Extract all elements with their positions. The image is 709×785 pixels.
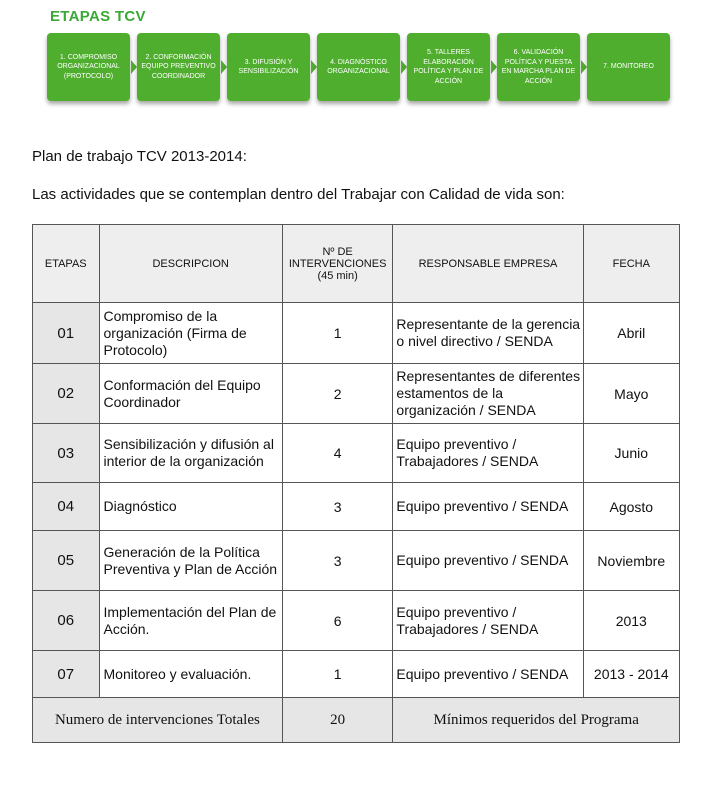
resp-cell: Equipo preventivo / SENDA — [393, 483, 583, 531]
fecha-cell: Noviembre — [583, 531, 679, 591]
stage-step-6: 6. VALIDACIÓN POLÍTICA Y PUESTA EN MARCHA PLAN DE ACCIÓN — [497, 33, 580, 101]
minimum-note: Mínimos requeridos del Programa — [393, 698, 680, 743]
table-row — [33, 303, 680, 364]
stage-step-7: 7. MONITOREO — [587, 33, 670, 101]
int-cell: 6 — [282, 591, 393, 651]
stages-flow — [47, 33, 670, 101]
fecha-cell: Agosto — [583, 483, 679, 531]
int-cell: 3 — [282, 531, 393, 591]
table-row — [33, 531, 680, 591]
fecha-cell: Abril — [583, 303, 679, 364]
fecha-cell: Junio — [583, 424, 679, 483]
desc-cell: Monitoreo y evaluación. — [99, 651, 282, 698]
intro-paragraph: Las actividades que se contemplan dentro del Trabajar con Calidad de vida son: — [32, 186, 565, 203]
stage-step-2: 2. CONFORMACIÓN EQUIPO PREVENTIVO COORDINADOR — [137, 33, 220, 101]
fecha-cell: 2013 - 2014 — [583, 651, 679, 698]
etapa-cell: 06 — [33, 591, 100, 651]
resp-cell: Representantes de diferentes estamentos de la organización / SENDA — [393, 364, 583, 424]
fecha-cell: 2013 — [583, 591, 679, 651]
int-cell: 1 — [282, 651, 393, 698]
resp-cell: Equipo preventivo / SENDA — [393, 651, 583, 698]
table-row — [33, 651, 680, 698]
resp-cell: Equipo preventivo / SENDA — [393, 531, 583, 591]
etapa-cell: 05 — [33, 531, 100, 591]
table-footer-row — [33, 698, 680, 743]
header-descripcion: DESCRIPCION — [99, 225, 282, 303]
desc-cell: Generación de la Política Preventiva y Plan de Acción — [99, 531, 282, 591]
int-cell: 1 — [282, 303, 393, 364]
table-row — [33, 364, 680, 424]
header-intervenciones: Nº DE INTERVENCIONES (45 min) — [282, 225, 393, 303]
total-label: Numero de intervenciones Totales — [33, 698, 283, 743]
desc-cell: Diagnóstico — [99, 483, 282, 531]
int-cell: 2 — [282, 364, 393, 424]
resp-cell: Equipo preventivo / Trabajadores / SENDA — [393, 424, 583, 483]
table-row — [33, 483, 680, 531]
int-cell: 3 — [282, 483, 393, 531]
resp-cell: Representante de la gerencia o nivel directivo / SENDA — [393, 303, 583, 364]
table-row — [33, 591, 680, 651]
etapa-cell: 07 — [33, 651, 100, 698]
stage-step-3: 3. DIFUSIÓN Y SENSIBILIZACIÓN — [227, 33, 310, 101]
etapa-cell: 02 — [33, 364, 100, 424]
total-value: 20 — [282, 698, 393, 743]
etapa-cell: 03 — [33, 424, 100, 483]
desc-cell: Sensibilización y difusión al interior de la organización — [99, 424, 282, 483]
stage-step-5: 5. TALLERES ELABORACIÓN POLÍTICA Y PLAN DE ACCIÓN — [407, 33, 490, 101]
fecha-cell: Mayo — [583, 364, 679, 424]
header-responsable: RESPONSABLE EMPRESA — [393, 225, 583, 303]
int-cell: 4 — [282, 424, 393, 483]
stage-step-4: 4. DIAGNÓSTICO ORGANIZACIONAL — [317, 33, 400, 101]
resp-cell: Equipo preventivo / Trabajadores / SENDA — [393, 591, 583, 651]
stage-step-1: 1. COMPROMISO ORGANIZACIONAL (PROTOCOLO) — [47, 33, 130, 101]
plan-heading: Plan de trabajo TCV 2013-2014: — [32, 148, 247, 165]
flow-title: ETAPAS TCV — [50, 8, 146, 25]
table-header-row — [33, 225, 680, 303]
desc-cell: Compromiso de la organización (Firma de Protocolo) — [99, 303, 282, 364]
table-row — [33, 424, 680, 483]
etapa-cell: 01 — [33, 303, 100, 364]
activities-table — [32, 224, 680, 743]
header-etapas: ETAPAS — [33, 225, 100, 303]
desc-cell: Conformación del Equipo Coordinador — [99, 364, 282, 424]
desc-cell: Implementación del Plan de Acción. — [99, 591, 282, 651]
header-fecha: FECHA — [583, 225, 679, 303]
etapa-cell: 04 — [33, 483, 100, 531]
